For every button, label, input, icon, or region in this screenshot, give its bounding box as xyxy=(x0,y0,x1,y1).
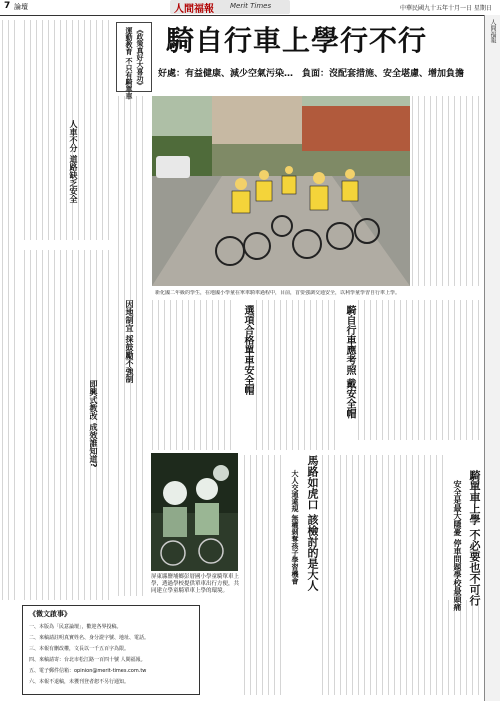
notice-title: 《微文啟事》 xyxy=(29,610,71,618)
logo-chinese: 人間福報 xyxy=(174,4,214,15)
main-subhead: 好處：有益健康、減少空氣污染… 負面：沒配套措施、安全堪慮、增加負擔 xyxy=(158,69,465,79)
second-photo-caption: 屏東縣鹽埔鄉彭厝國小學童騎單車上學，透過學校提供單車出行方便，共同建立學童騎單車上學的環境。 xyxy=(151,574,240,594)
children-helmet-photo xyxy=(151,453,238,571)
right-sidebar-strip xyxy=(484,15,500,701)
subhead-road-adults: 馬路如虎口 該檢討的是大人 xyxy=(306,455,319,591)
lower-text-block-1 xyxy=(244,455,284,695)
section-name: 論壇 xyxy=(14,3,28,11)
cyclists-photo-svg xyxy=(152,96,410,286)
notice-item: 四、來稿請寄：台北市松江路一百四十號 人間福報。 xyxy=(29,657,146,663)
center-text-block-2 xyxy=(256,300,340,450)
notice-item: 六、本報不退稿，未獲刊登者恕不另行通知。 xyxy=(29,679,130,685)
notice-item: 二、來稿請註明真實姓名、身分證字號、地址、電話。 xyxy=(29,635,150,641)
subhead-adults-violation: 大人交通違規 無權剝奪孩子學習機會 xyxy=(291,470,299,585)
main-photo-caption: 新化國二年級的學生，在地國小學童在單車騎車過程中，目前，首要強調交通安全，以利學童學習自行車上學。 xyxy=(155,290,401,296)
submission-notice-box xyxy=(22,605,200,695)
sidebar-label: 人間福報 xyxy=(489,19,496,43)
subhead-safety-concern: 安全是最大隱憂 停車問題學校最頭痛 xyxy=(453,480,462,611)
policy-box-title: 《政策真好大喜功》 xyxy=(136,26,144,89)
subhead-instant-reform: 即興式教改 成效誰知道? xyxy=(89,380,98,468)
policy-box-subtitle: 運動教育 不只有騎單車 xyxy=(125,27,133,100)
left-text-column-1 xyxy=(2,20,20,600)
notice-item: 三、本報有刪改權，文長以一千五百字為限。 xyxy=(29,646,130,652)
subhead-license: 騎自行車應考照 戴安全帽 xyxy=(344,305,355,419)
children-helmet-photo-svg xyxy=(151,453,238,571)
main-headline: 騎自行車上學行不行 xyxy=(166,24,428,57)
issue-date: 中華民國九十五年十月一日 星期日 xyxy=(400,5,492,12)
subhead-not-necessary: 騎單車上學 不必要也不可行 xyxy=(468,470,481,606)
lower-right-text xyxy=(448,600,482,695)
lower-text-block-2 xyxy=(322,455,448,695)
center-text-block-3 xyxy=(358,300,482,440)
policy-box xyxy=(116,22,152,100)
subhead-road-safety: 人車不分 道路缺乏安全 xyxy=(69,120,78,203)
right-top-text xyxy=(412,96,482,286)
newspaper-logo xyxy=(170,0,290,14)
logo-english: Merit Times xyxy=(230,2,272,10)
subhead-helmet: 選項合格單車安全帽 xyxy=(242,305,253,395)
center-text-block-1 xyxy=(152,300,234,450)
masthead-bar xyxy=(0,0,500,16)
cyclists-photo xyxy=(152,96,410,286)
notice-item: 一、本版為「民意論壇」，歡迎各界投稿。 xyxy=(29,624,122,630)
left-text-column-3 xyxy=(24,250,114,600)
notice-item: 五、電子郵件信箱：opinion@merit-times.com.tw xyxy=(29,668,147,674)
subhead-local-factor: 因地制宜 採鼓勵不強制 xyxy=(125,300,134,383)
page-number: 7 xyxy=(4,1,11,11)
